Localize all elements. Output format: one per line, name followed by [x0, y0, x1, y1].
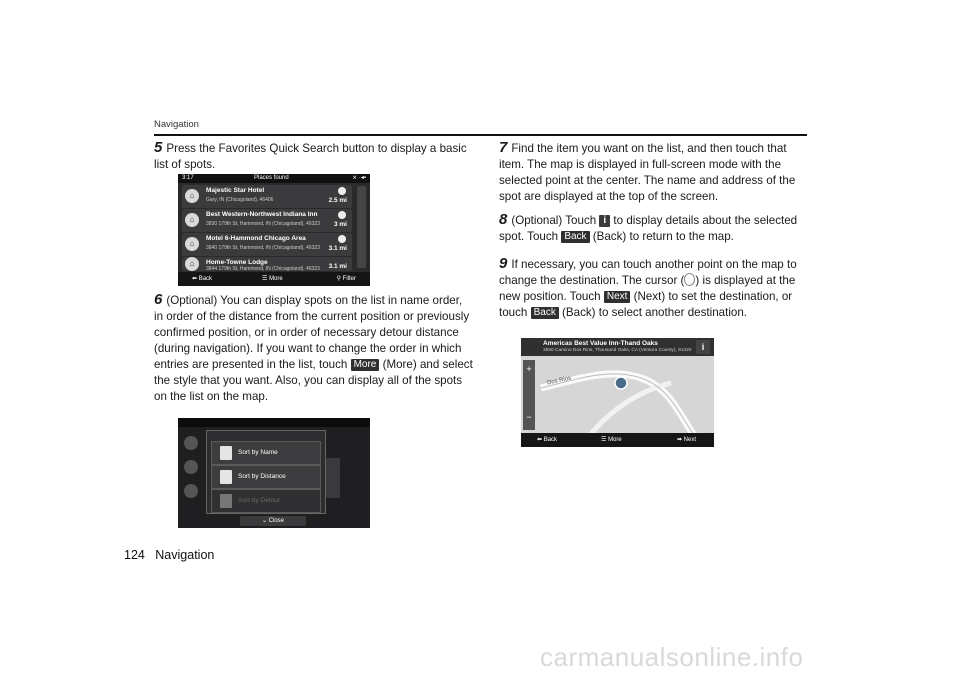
page-number: 124	[124, 548, 145, 562]
step-text-end: (Back) to return to the map.	[589, 230, 734, 243]
close-label: Close	[268, 518, 285, 524]
next-button-tag: Next	[604, 291, 631, 303]
step-number: 7	[499, 139, 508, 156]
status-bar	[178, 174, 370, 183]
list-item[interactable]	[182, 209, 352, 232]
place-address: 3840 179th St, Hammond, IN (Chicagoland), 46323	[206, 245, 320, 251]
sort-by-detour-item[interactable]	[211, 489, 321, 513]
step-text-cont: to display details about the selected spot. Touch	[499, 214, 798, 243]
document-icon	[220, 470, 232, 484]
back-button[interactable]	[537, 433, 557, 447]
info-icon: i	[599, 215, 610, 227]
more-button[interactable]	[262, 272, 283, 286]
dimmed-list-icons	[182, 432, 204, 516]
search-icon: ⚲	[336, 276, 341, 282]
filter-button[interactable]	[337, 272, 356, 286]
step-number: 8	[499, 211, 508, 228]
hotel-icon: ⌂	[185, 189, 199, 203]
more-label: More	[608, 437, 622, 443]
zoom-controls[interactable]	[523, 360, 535, 430]
step-6	[154, 292, 474, 405]
step-5	[154, 140, 474, 173]
cursor-icon	[684, 273, 695, 286]
scrollbar[interactable]	[326, 458, 340, 498]
back-button-tag: Back	[531, 307, 559, 319]
bottom-bar	[178, 272, 370, 286]
list-icon: ☰	[601, 437, 607, 443]
place-distance: 3 mi	[333, 221, 347, 228]
next-label: Next	[683, 437, 696, 443]
document-icon	[220, 446, 232, 460]
map-screenshot	[521, 338, 714, 447]
filter-label: Filter	[342, 276, 356, 282]
place-address: Gary, IN (Chicagoland), 46406	[206, 197, 274, 203]
step-text-cont2: (Next) to set the destination, or touch	[499, 290, 793, 319]
arrow-left-icon: ⬅	[537, 437, 543, 443]
status-icons: ⨯ ·◂▪	[352, 175, 366, 181]
place-name: Majestic Star Hotel	[206, 187, 265, 194]
direction-icon	[338, 187, 346, 195]
hotel-icon: ⌂	[185, 237, 199, 251]
sort-by-distance-item[interactable]	[211, 465, 321, 489]
section-header: Navigation	[154, 119, 199, 130]
arrow-left-icon: ⬅	[192, 276, 198, 282]
page-footer	[124, 548, 214, 562]
place-address: 3830 179th St, Hammond, IN (Chicagoland), 46323	[206, 221, 320, 227]
list-item[interactable]	[182, 257, 352, 271]
hotel-icon: ⌂	[185, 257, 199, 271]
step-text: If necessary, you can touch another point on the map to change the destination. The cursor (	[499, 258, 797, 287]
step-text-end: (Back) to select another destination.	[558, 306, 748, 319]
zoom-in-icon[interactable]: +	[526, 364, 532, 374]
place-address: 3844 179th St, Hammond, IN (Chicagoland), 46323	[206, 266, 320, 272]
next-button[interactable]	[677, 433, 696, 447]
place-distance: 3.1 mi	[328, 263, 347, 270]
back-label: Back	[543, 437, 558, 443]
place-address: 3850 Camino Dos Rios, Thousand Oaks, CA (Ventura County), 91320	[543, 348, 692, 353]
hotel-icon: ⌂	[185, 213, 199, 227]
direction-icon	[338, 211, 346, 219]
footer-section: Navigation	[155, 548, 215, 562]
list-item[interactable]	[182, 185, 352, 208]
place-name: Best Western-Northwest Indiana Inn	[206, 211, 318, 218]
step-8	[499, 212, 809, 245]
bottom-bar	[521, 433, 714, 447]
step-9	[499, 256, 809, 321]
place-distance: 3.1 mi	[328, 245, 347, 252]
scrollbar[interactable]	[357, 186, 366, 268]
list-item[interactable]	[182, 233, 352, 256]
document-icon	[220, 494, 232, 508]
menu-label: Sort by Name	[238, 449, 278, 456]
list-icon: ☰	[262, 276, 268, 282]
step-number: 5	[154, 139, 163, 156]
back-button[interactable]	[192, 272, 212, 286]
chevron-down-icon: ⌄	[261, 518, 267, 524]
sort-by-name-item[interactable]	[211, 441, 321, 465]
menu-label: Sort by Distance	[238, 473, 286, 480]
header-rule	[154, 134, 807, 136]
place-name: Americas Best Value Inn-Thand Oaks	[543, 340, 658, 347]
more-label: More	[269, 276, 283, 282]
direction-icon	[338, 235, 346, 243]
road-label: Dos Rios	[546, 375, 572, 387]
step-7	[499, 140, 809, 205]
sort-menu-screenshot	[178, 418, 370, 528]
arrow-right-icon: ➡	[676, 437, 682, 443]
step-text-cont: ) is displayed at the new position. Touch	[499, 274, 796, 303]
screen-title: Places found	[254, 175, 289, 181]
back-label: Back	[198, 276, 213, 282]
close-button[interactable]	[240, 516, 306, 526]
watermark: carmanualsonline.info	[540, 642, 804, 672]
place-distance: 2.5 mi	[328, 197, 347, 204]
back-button-tag: Back	[561, 231, 589, 243]
more-button[interactable]	[601, 433, 622, 447]
step-text: (Optional) Touch	[511, 214, 600, 227]
step-text-cont: (More) and select the style that you want. Also, you can display all of the spots on the list on the map.	[154, 358, 473, 403]
place-name: Home-Towne Lodge	[206, 259, 268, 266]
step-text: Press the Favorites Quick Search button to display a basic list of spots.	[154, 142, 467, 171]
info-button[interactable]: i	[696, 340, 710, 354]
clock: 3:17	[182, 175, 194, 181]
places-found-screenshot	[178, 174, 370, 286]
step-number: 9	[499, 255, 508, 272]
status-bar	[178, 418, 370, 427]
more-button-tag: More	[351, 359, 380, 371]
step-number: 6	[154, 291, 163, 308]
menu-label: Sort by Detour	[238, 497, 280, 504]
address-bar	[521, 338, 714, 356]
place-name: Motel 6-Hammond Chicago Area	[206, 235, 306, 242]
zoom-out-icon[interactable]: −	[526, 412, 532, 422]
step-text: Find the item you want on the list, and then touch that item. The map is displayed in full-screen mode with the selected point at the center. The name and address of the spot are displayed at the top of the screen.	[499, 142, 796, 203]
step-text: (Optional) You can display spots on the list in name order, in order of the distance from the current position or previously confirmed position, or in order of necessary detour distance (during navigation). If you want to change the order in which entries are presented in the list, touch	[154, 294, 470, 371]
